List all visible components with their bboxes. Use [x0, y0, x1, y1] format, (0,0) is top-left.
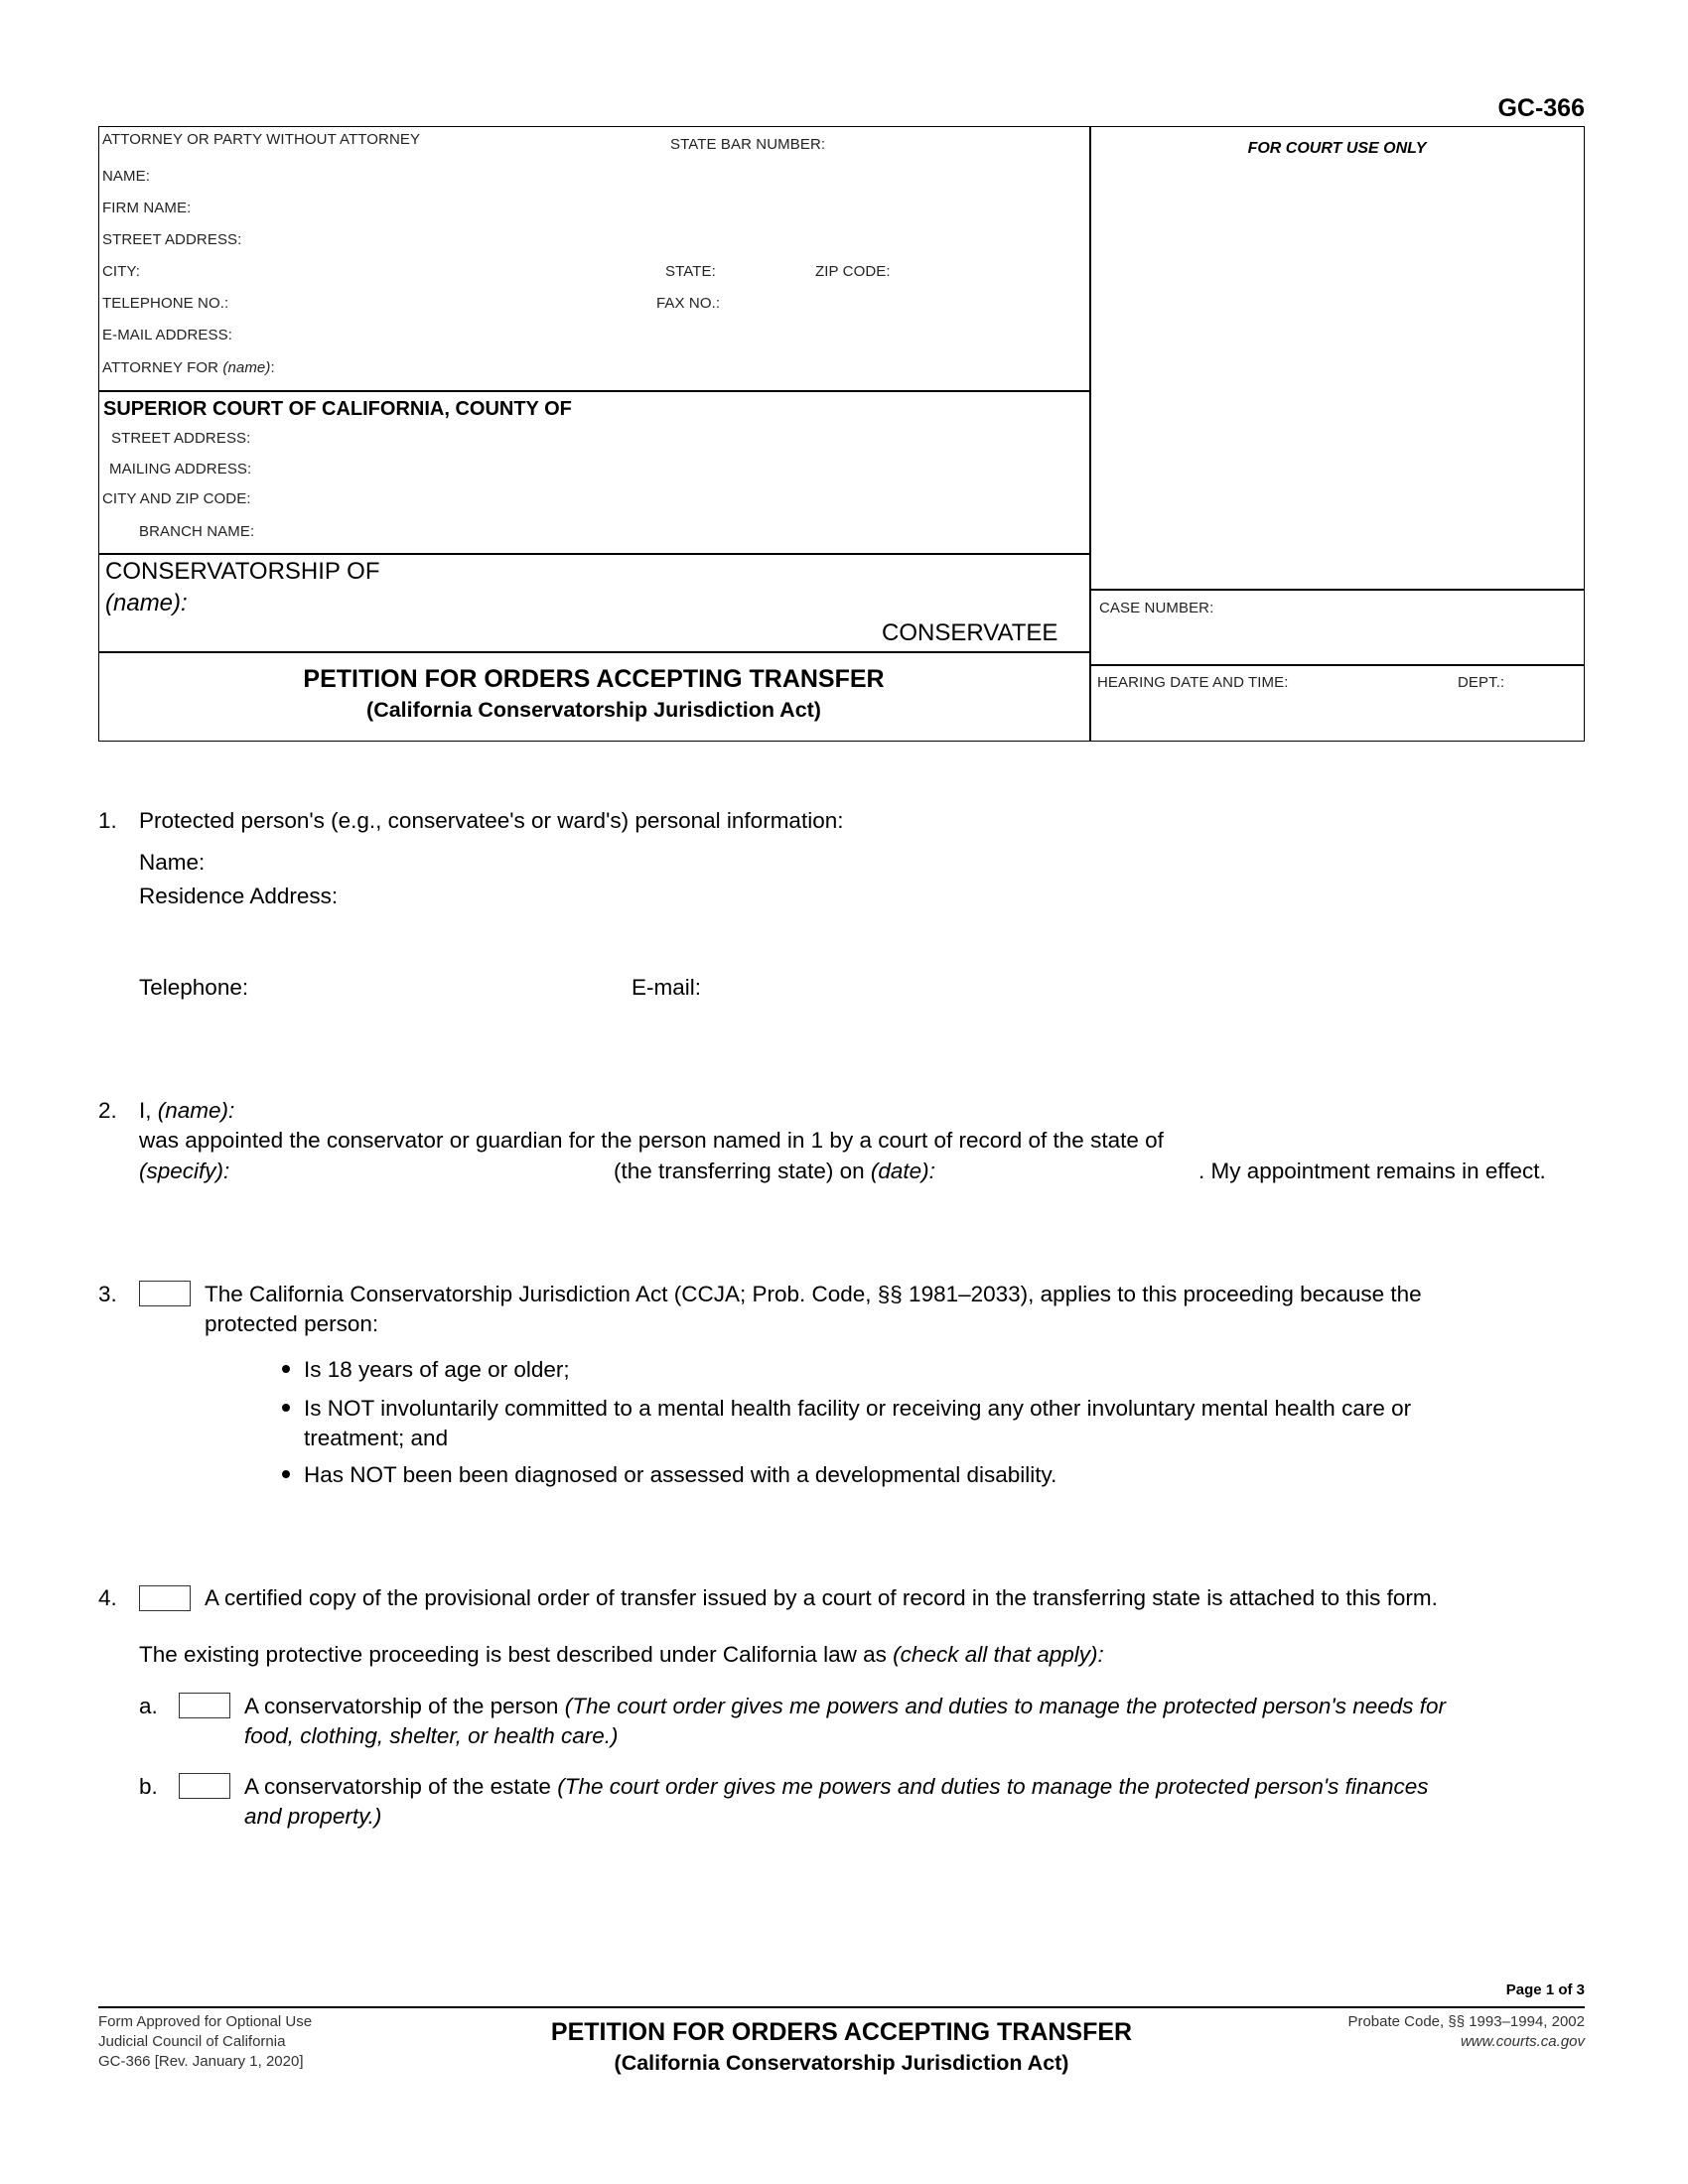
footer-title: PETITION FOR ORDERS ACCEPTING TRANSFER	[550, 2018, 1133, 2046]
item4-intro-text: The existing protective proceeding is best described under California law as	[139, 1642, 887, 1667]
item4a-line1	[244, 1691, 1446, 1721]
item1-text: Protected person's (e.g., conservatee's or ward's) personal information:	[139, 808, 844, 833]
attorney-court-divider	[98, 390, 1089, 392]
item4b-line2: and property.)	[244, 1804, 382, 1829]
item3-line1: The California Conservatorship Jurisdiction Act (CCJA; Prob. Code, §§ 1981–2033), applies to this proceeding because the	[205, 1282, 1422, 1306]
court-use-only: FOR COURT USE ONLY	[1247, 140, 1427, 157]
dept-label: DEPT.:	[1458, 674, 1505, 691]
item2-remains-text: . My appointment remains in effect.	[1198, 1159, 1546, 1183]
item3-bullet1: Is 18 years of age or older;	[304, 1357, 570, 1382]
fax-label: FAX NO.:	[656, 295, 721, 312]
form-title: PETITION FOR ORDERS ACCEPTING TRANSFER	[303, 665, 885, 693]
item4a-text: A conservatorship of the person	[244, 1694, 559, 1718]
item2-number: 2.	[98, 1098, 117, 1123]
state-label: STATE:	[665, 263, 716, 280]
case-hearing-divider	[1089, 664, 1585, 666]
footer-website-link[interactable]: www.courts.ca.gov	[1460, 2033, 1585, 2050]
attorney-for-name-hint: (name)	[222, 359, 271, 376]
footer-left-3: GC-366 [Rev. January 1, 2020]	[98, 2053, 304, 2070]
name-label: NAME:	[102, 168, 151, 185]
item4-intro	[139, 1639, 1104, 1670]
footer-subtitle: (California Conservatorship Jurisdiction Act)	[614, 2051, 1069, 2075]
item3-number: 3.	[98, 1282, 117, 1306]
footer-rule	[98, 2006, 1585, 2008]
caption-name-label: (name):	[105, 590, 188, 616]
item4a-line2: food, clothing, shelter, or health care.)	[244, 1723, 619, 1748]
hearing-label: HEARING DATE AND TIME:	[1097, 674, 1289, 691]
footer-statute: Probate Code, §§ 1993–1994, 2002	[1347, 2013, 1585, 2030]
footer-left-1: Form Approved for Optional Use	[98, 2013, 313, 2030]
court-branch-label: BRANCH NAME:	[139, 523, 255, 540]
item4-intro-italic: (check all that apply):	[893, 1642, 1104, 1667]
caption-title-divider	[98, 651, 1089, 653]
item1-residence-label: Residence Address:	[139, 884, 339, 908]
item1-email-label: E-mail:	[632, 975, 702, 1000]
form-subtitle: (California Conservatorship Jurisdiction Act)	[366, 698, 821, 722]
attorney-for-text: ATTORNEY FOR	[102, 359, 219, 376]
footer-left-2: Judicial Council of California	[98, 2033, 286, 2050]
item2-i: I,	[139, 1098, 152, 1123]
item4-checkbox[interactable]	[139, 1585, 191, 1611]
item4a-checkbox[interactable]	[179, 1693, 230, 1718]
bullet-icon	[282, 1365, 290, 1373]
case-number-label: CASE NUMBER:	[1099, 600, 1214, 616]
item3-bullet3: Has NOT been been diagnosed or assessed with a developmental disability.	[304, 1462, 1057, 1487]
item4b-label: b.	[139, 1774, 158, 1799]
caption-frame	[98, 126, 1585, 742]
bullet-icon	[282, 1470, 290, 1478]
street-address-label: STREET ADDRESS:	[102, 231, 242, 248]
attorney-for-colon: :	[270, 359, 275, 376]
item2-line1	[139, 1095, 234, 1126]
item2-specify-label: (specify):	[139, 1159, 230, 1183]
item4a-italic1: (The court order gives me powers and duties to manage the protected person's needs for	[564, 1694, 1447, 1718]
item2-line2: was appointed the conservator or guardian for the person named in 1 by a court of record of the state of	[139, 1128, 1164, 1153]
caption-line: CONSERVATORSHIP OF	[105, 558, 380, 585]
item1-name-label: Name:	[139, 850, 206, 875]
court-use-divider	[1089, 589, 1585, 591]
item2-date-label: (date):	[870, 1159, 935, 1183]
email-label: E-MAIL ADDRESS:	[102, 327, 232, 343]
item4a-label: a.	[139, 1694, 158, 1718]
item3-bullet2b: treatment; and	[304, 1426, 449, 1450]
vertical-divider	[1089, 126, 1091, 742]
item1-telephone-label: Telephone:	[139, 975, 249, 1000]
item2-transferring-text	[614, 1156, 935, 1186]
item4b-line1	[244, 1771, 1428, 1802]
caption-role: CONSERVATEE	[882, 619, 1058, 646]
item4b-text: A conservatorship of the estate	[244, 1774, 551, 1799]
item4b-checkbox[interactable]	[179, 1773, 230, 1799]
court-mailing-label: MAILING ADDRESS:	[109, 461, 252, 478]
item3-bullet2a: Is NOT involuntarily committed to a mental health facility or receiving any other involuntary mental health care or	[304, 1396, 1412, 1421]
court-street-label: STREET ADDRESS:	[111, 430, 251, 447]
item1-number: 1.	[98, 808, 117, 833]
firm-name-label: FIRM NAME:	[102, 200, 192, 216]
court-caption-divider	[98, 553, 1089, 555]
form-number: GC-366	[1497, 94, 1585, 122]
zip-code-label: ZIP CODE:	[815, 263, 891, 280]
page-number: Page 1 of 3	[1505, 1981, 1585, 1998]
item3-checkbox[interactable]	[139, 1281, 191, 1306]
item4-number: 4.	[98, 1585, 117, 1610]
item4-line1: A certified copy of the provisional order of transfer issued by a court of record in the transferring state is attached to this form.	[205, 1585, 1438, 1610]
court-title: SUPERIOR COURT OF CALIFORNIA, COUNTY OF	[103, 398, 572, 420]
attorney-for-label	[102, 359, 275, 376]
item4b-italic1: (The court order gives me powers and duties to manage the protected person's finances	[557, 1774, 1429, 1799]
city-label: CITY:	[102, 263, 141, 280]
item2-transferring: (the transferring state) on	[614, 1159, 865, 1183]
court-city-zip-label: CITY AND ZIP CODE:	[102, 490, 251, 507]
item3-line2: protected person:	[205, 1311, 379, 1336]
item2-name-label: (name):	[157, 1098, 235, 1123]
telephone-label: TELEPHONE NO.:	[102, 295, 229, 312]
bullet-icon	[282, 1404, 290, 1412]
state-bar-label: STATE BAR NUMBER:	[670, 136, 826, 153]
attorney-header: ATTORNEY OR PARTY WITHOUT ATTORNEY	[102, 131, 421, 148]
